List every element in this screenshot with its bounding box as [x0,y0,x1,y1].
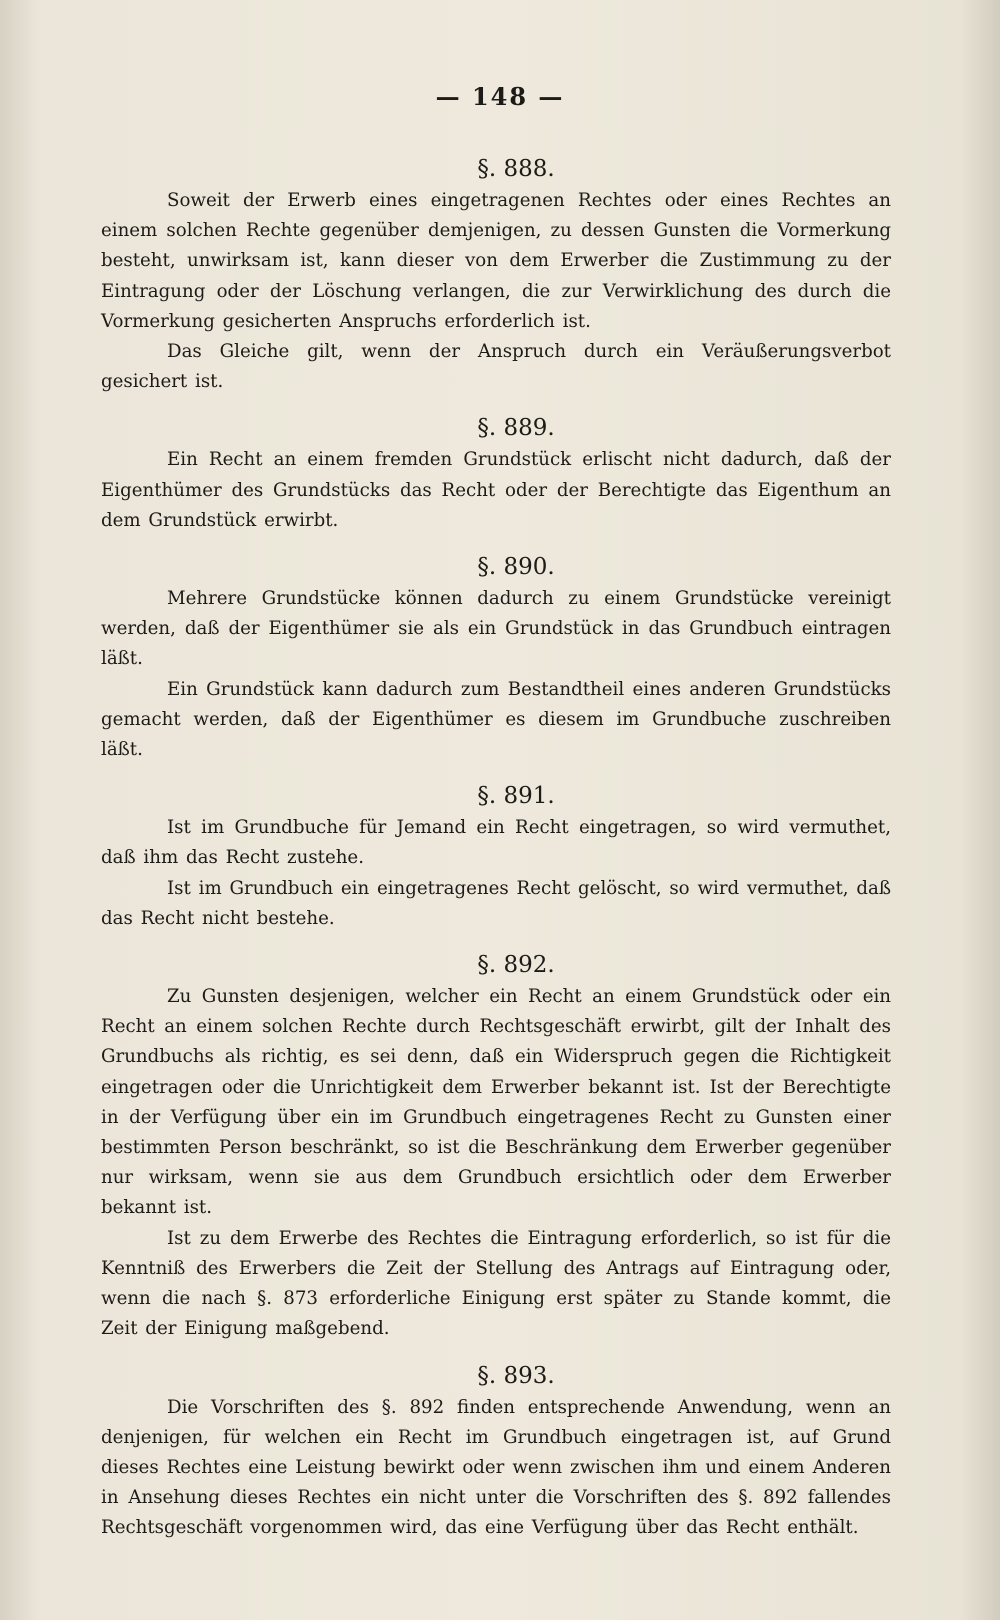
paragraph: Ein Recht an einem fremden Grundstück erlischt nicht dadurch, daß der Eigenthümer des Grundstücks das Recht oder der Berechtigte das Eigenthum an dem Grundstück erwirbt. [101,449,891,531]
section-893 [101,1363,891,1544]
section-891 [101,783,891,934]
section-heading: §. 892. [477,952,555,979]
paragraph: Ist im Grundbuche für Jemand ein Recht eingetragen, so wird vermuthet, daß ihm das Recht zustehe. [101,817,891,869]
section-888 [101,156,891,397]
paragraph: Ein Grundstück kann dadurch zum Bestandtheil eines anderen Grundstücks gemacht werden, daß der Eigenthümer es diesem im Grundbuche zuschreiben läßt. [101,678,891,761]
section-heading: §. 888. [477,156,555,182]
paragraph: Soweit der Erwerb eines eingetragenen Rechtes oder eines Rechtes an einem solchen Rechte gegenüber demjenigen, zu dessen Gunsten die Vormerkung besteht, unwirksam ist, kann dieser von dem Erwerber die Zustimmung zu der Eintragung oder der Löschung verlangen, die zur Verwirklichung des durch die Vormerkung gesicherten Anspruchs erforderlich ist. [101,190,891,332]
section-892 [101,952,891,1344]
paragraph: Mehrere Grundstücke können dadurch zu einem Grundstücke vereinigt werden, daß der Eigenthümer sie als ein Grundstück in das Grundbuch eintragen läßt. [101,588,891,670]
section-heading: §. 890. [477,554,555,581]
page-body [101,148,891,1562]
section-heading: §. 889. [477,415,555,442]
section-heading: §. 893. [477,1362,555,1389]
paragraph: Das Gleiche gilt, wenn der Anspruch durch ein Veräußerungsverbot gesichert ist. [101,341,891,393]
section-890 [101,554,891,765]
section-889 [101,415,891,536]
paragraph: Ist zu dem Erwerbe des Rechtes die Eintragung erforderlich, so ist für die Kenntniß des Erwerbers die Zeit der Stellung des Antrags auf Eintragung oder, wenn die nach §. 873 erforderliche Einigung erst später zu Stande kommt, die Zeit der Einigung maßgebend. [101,1227,891,1340]
paragraph: Die Vorschriften des §. 892 finden entsprechende Anwendung, wenn an denjenigen, für welchen ein Recht im Grundbuch eingetragen ist, auf Grund dieses Rechtes eine Leistung bewirkt oder wenn zwischen ihm und einem Anderen in Ansehung dieses Rechtes ein nicht unter die Vorschriften des §. 892 fallendes Rechtsgeschäft vorgenommen wird, das eine Verfügung über das Recht enthält. [101,1396,891,1539]
section-heading: §. 891. [477,783,555,810]
paragraph: Zu Gunsten desjenigen, welcher ein Recht an einem Grundstück oder ein Recht an einem solchen Rechte durch Rechtsgeschäft erwirbt, gilt der Inhalt des Grundbuchs als richtig, es sei denn, daß ein Widerspruch gegen die Richtigkeit eingetragen oder die Unrichtigkeit dem Erwerber bekannt ist. Ist der Berechtigte in der Verfügung über ein im Grundbuch eingetragenes Recht zu Gunsten einer bestimmten Person beschränkt, so ist die Beschränkung dem Erwerber gegenüber nur wirksam, wenn sie aus dem Grundbuch ersichtlich oder dem Erwerber bekannt ist. [101,986,891,1219]
paragraph: Ist im Grundbuch ein eingetragenes Recht gelöscht, so wird vermuthet, daß das Recht nicht bestehe. [101,877,891,929]
page-number: — 148 — [435,82,565,111]
